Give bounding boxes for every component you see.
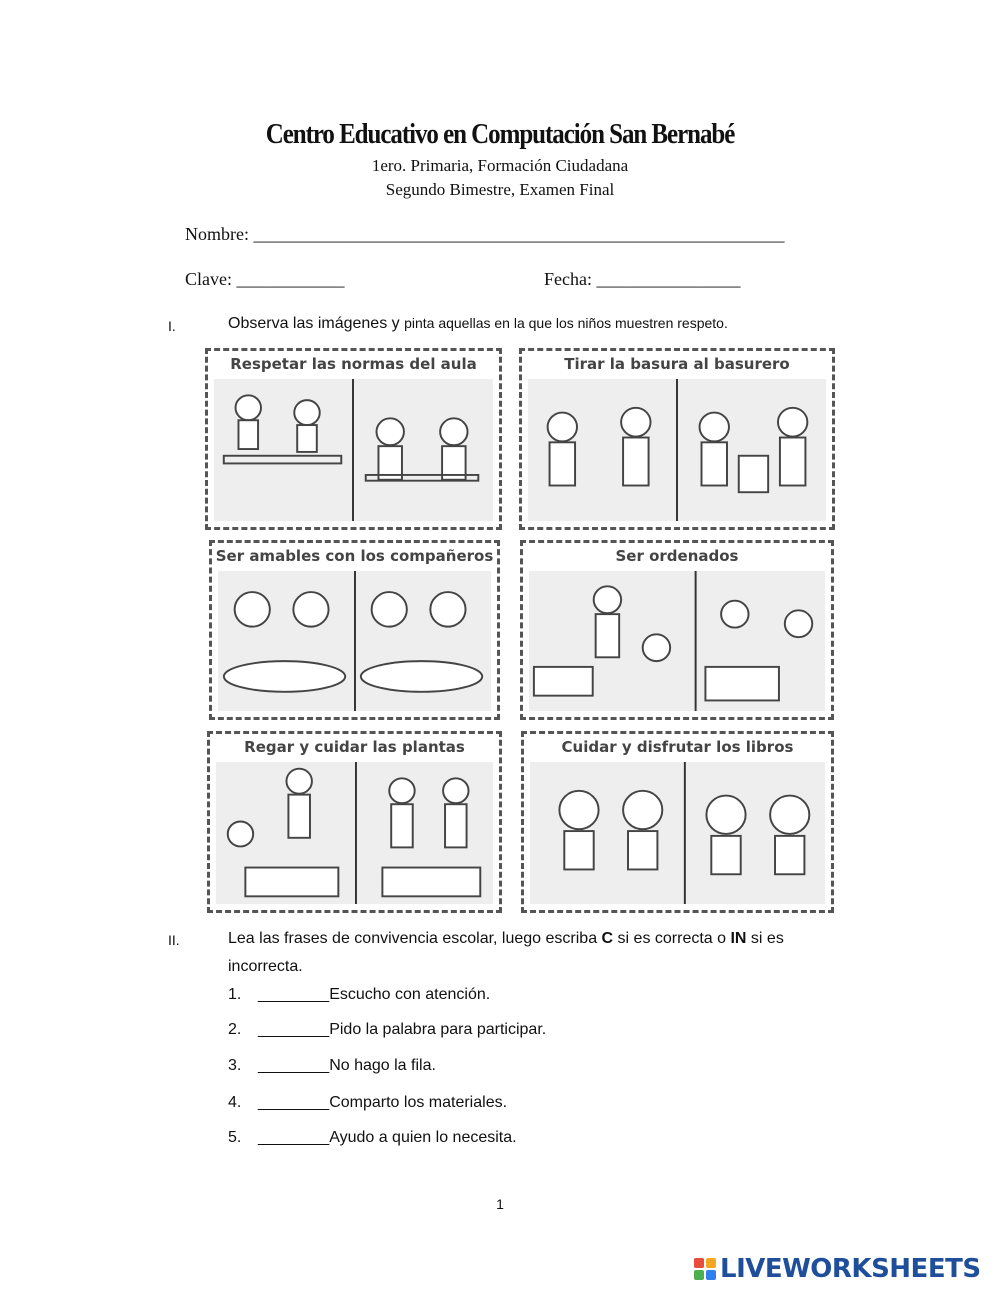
item-text: No hago la fila. [329,1057,436,1074]
subtitle-exam: Segundo Bimestre, Examen Final [385,180,615,199]
classroom-illustration [214,379,493,521]
panel-title: Cuidar y disfrutar los libros [561,738,794,756]
panel-kindness[interactable] [209,540,500,720]
instruction-incorrect-letter: IN [730,930,747,947]
panel-title: Regar y cuidar las plantas [244,738,465,756]
section2-instruction [228,930,848,948]
answer-blank[interactable]: ________ [258,1094,330,1111]
answer-blank[interactable]: ________ [258,986,330,1003]
logo-text: LIVEWORKSHEETS [720,1254,981,1284]
instruction-part-b: pinta aquellas en la que los niños muestren respeto. [404,315,728,331]
panel-title: Ser ordenados [615,547,739,565]
logo-square [706,1258,716,1268]
answer-blank[interactable]: ________ [258,1129,330,1146]
item-text: Comparto los materiales. [329,1094,508,1111]
logo-square [694,1270,704,1280]
subtitle-grade: 1ero. Primaria, Formación Ciudadana [371,156,629,175]
kindness-illustration [218,571,491,711]
item-text: Escucho con atención. [329,986,491,1003]
fecha-field[interactable]: Fecha: ________________ [544,269,741,289]
logo-square [694,1258,704,1268]
list-item [228,1021,546,1039]
name-field[interactable]: Nombre: ___________________________________________________________ [185,224,785,244]
instruction-correct-letter: C [601,930,614,947]
list-item [228,986,490,1004]
item-number: 1. [228,986,242,1003]
panel-books[interactable] [521,731,834,913]
panel-plants[interactable] [207,731,502,913]
panel-title: Respetar las normas del aula [230,355,477,373]
logo-mark-icon [694,1258,716,1280]
page-number: 1 [496,1196,504,1212]
panel-classroom-rules[interactable] [205,348,502,530]
plants-illustration [216,762,493,904]
liveworksheets-logo[interactable] [694,1252,981,1286]
document-title: Centro Educativo en Computación San Bernabé [265,118,735,150]
item-text: Pido la palabra para participar. [329,1021,547,1038]
item-number: 4. [228,1094,242,1111]
clave-field[interactable]: Clave: ____________ [185,269,345,289]
order-illustration [529,571,825,711]
answer-blank[interactable]: ________ [258,1057,330,1074]
section2-instruction-line2: incorrecta. [228,958,303,975]
item-number: 3. [228,1057,242,1074]
section1-instruction [228,315,728,333]
list-item [228,1057,436,1075]
instruction-text-2: si es correcta o [613,930,731,947]
item-number: 5. [228,1129,242,1146]
instruction-text-1: Lea las frases de convivencia escolar, luego escriba [228,930,602,947]
panel-title: Ser amables con los compañeros [215,547,494,565]
item-number: 2. [228,1021,242,1038]
instruction-part-a: Observa las imágenes y [228,315,405,332]
logo-square [706,1270,716,1280]
panel-trash[interactable] [519,348,835,530]
answer-blank[interactable]: ________ [258,1021,330,1038]
item-text: Ayudo a quien lo necesita. [329,1129,517,1146]
section1-numeral: I. [168,318,176,334]
section2-numeral: II. [168,932,180,948]
panel-order[interactable] [520,540,834,720]
trash-illustration [528,379,826,521]
instruction-text-3: si es [746,930,784,947]
list-item [228,1129,517,1147]
books-illustration [530,762,825,904]
list-item [228,1094,507,1112]
panel-title: Tirar la basura al basurero [564,355,790,373]
